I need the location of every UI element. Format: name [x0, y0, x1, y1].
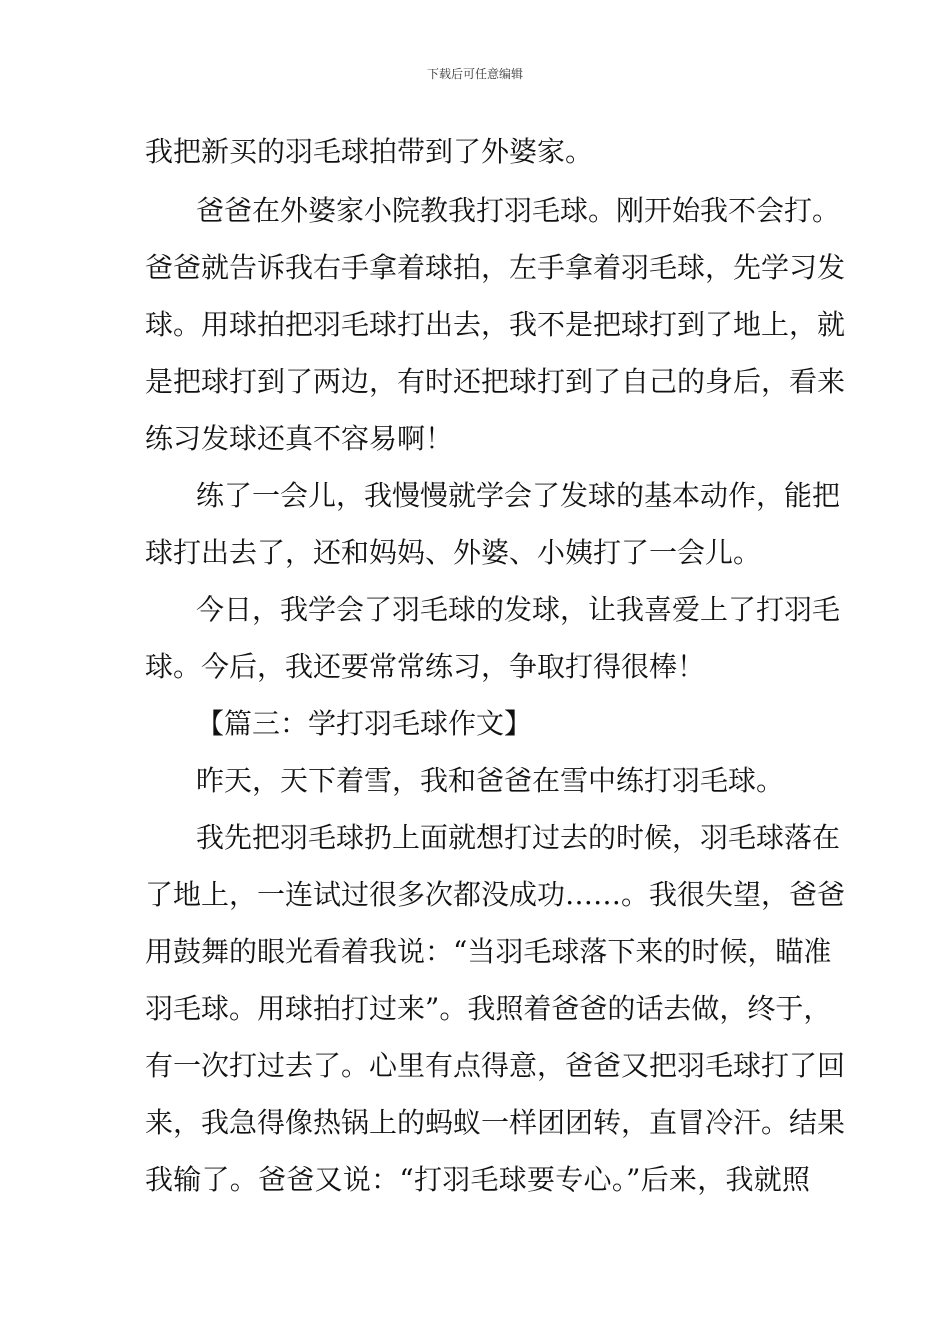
text-line: 来，我急得像热锅上的蚂蚁一样团团转，直冒冷汗。结果 [145, 1106, 846, 1139]
text-line: 我把新买的羽毛球拍带到了外婆家。 [145, 135, 594, 168]
text-line: 有一次打过去了。心里有点得意，爸爸又把羽毛球打了回 [145, 1049, 846, 1082]
text-line: 今日，我学会了羽毛球的发球，让我喜爱上了打羽毛 [196, 593, 841, 626]
page-header: 下载后可任意编辑 [426, 67, 523, 81]
text-line: 我先把羽毛球扔上面就想打过去的时候，羽毛球落在 [196, 821, 841, 854]
text-line: 球打出去了，还和妈妈、外婆、小姨打了一会儿。 [145, 536, 762, 569]
text-line: 羽毛球。用球拍打过来”。我照着爸爸的话去做，终于， [145, 992, 832, 1025]
text-line: 球。今后，我还要常常练习，争取打得很棒！ [145, 650, 706, 683]
section-heading: 【篇三：学打羽毛球作文】 [196, 707, 533, 740]
text-line: 了地上，一连试过很多次都没成功……。我很失望，爸爸 [145, 878, 846, 911]
text-line: 用鼓舞的眼光看着我说：“当羽毛球落下来的时候，瞄准 [145, 935, 832, 968]
text-line: 我输了。爸爸又说：“打羽毛球要专心。”后来，我就照 [145, 1163, 810, 1196]
text-line: 是把球打到了两边，有时还把球打到了自己的身后，看来 [145, 365, 846, 398]
text-line: 练了一会儿，我慢慢就学会了发球的基本动作，能把 [196, 479, 841, 512]
text-line: 球。用球拍把羽毛球打出去，我不是把球打到了地上，就 [145, 308, 846, 341]
text-line: 昨天，天下着雪，我和爸爸在雪中练打羽毛球。 [196, 764, 785, 797]
text-line: 爸爸就告诉我右手拿着球拍，左手拿着羽毛球，先学习发 [145, 251, 846, 284]
text-line: 练习发球还真不容易啊！ [145, 422, 454, 455]
text-line: 爸爸在外婆家小院教我打羽毛球。刚开始我不会打。 [196, 194, 841, 227]
